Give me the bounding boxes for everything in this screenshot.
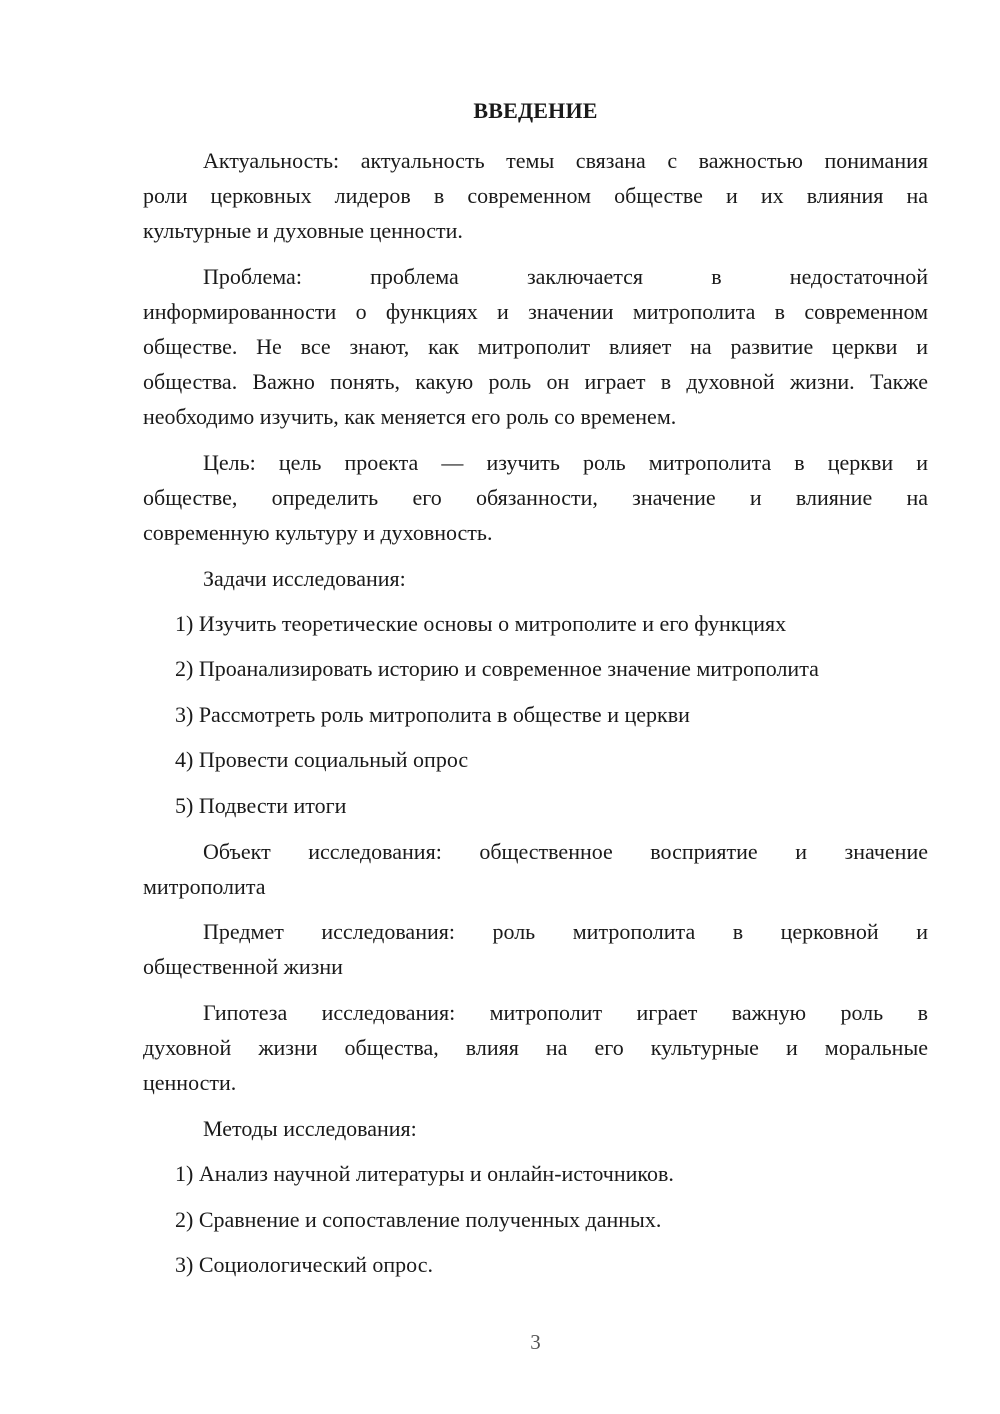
task-item-4: 4) Провести социальный опрос bbox=[175, 747, 469, 772]
page-title: ВВЕДЕНИЕ bbox=[473, 98, 598, 123]
relevance-line-2: роли церковных лидеров в современном обществе и их влияния на bbox=[143, 183, 928, 208]
subject-line-2: общественной жизни bbox=[143, 954, 343, 979]
problem-line-3: обществе. Не все знают, как митрополит влияет на развитие церкви и bbox=[143, 334, 928, 359]
object-line-1: Объект исследования: общественное восприятие и значение bbox=[203, 839, 928, 864]
methods-heading: Методы исследования: bbox=[203, 1116, 417, 1141]
subject-line-1: Предмет исследования: роль митрополита в церковной и bbox=[203, 919, 928, 944]
method-item-2: 2) Сравнение и сопоставление полученных данных. bbox=[175, 1207, 662, 1232]
goal-line-3: современную культуру и духовность. bbox=[143, 520, 493, 545]
goal-line-1: Цель: цель проекта — изучить роль митрополита в церкви и bbox=[203, 450, 928, 475]
method-item-3: 3) Социологический опрос. bbox=[175, 1252, 433, 1277]
problem-line-2: информированности о функциях и значении митрополита в современном bbox=[143, 299, 928, 324]
object-line-2: митрополита bbox=[143, 874, 266, 899]
hypothesis-line-1: Гипотеза исследования: митрополит играет важную роль в bbox=[203, 1000, 928, 1025]
relevance-line-1: Актуальность: актуальность темы связана с важностью понимания bbox=[203, 148, 928, 173]
hypothesis-line-3: ценности. bbox=[143, 1070, 237, 1095]
task-item-3: 3) Рассмотреть роль митрополита в обществе и церкви bbox=[175, 702, 690, 727]
problem-line-5: необходимо изучить, как меняется его роль со временем. bbox=[143, 404, 677, 429]
task-item-5: 5) Подвести итоги bbox=[175, 793, 347, 818]
page-number: 3 bbox=[530, 1330, 541, 1354]
problem-line-4: общества. Важно понять, какую роль он играет в духовной жизни. Также bbox=[143, 369, 928, 394]
method-item-1: 1) Анализ научной литературы и онлайн-источников. bbox=[175, 1161, 674, 1186]
hypothesis-line-2: духовной жизни общества, влияя на его культурные и моральные bbox=[143, 1035, 928, 1060]
relevance-line-3: культурные и духовные ценности. bbox=[143, 218, 463, 243]
goal-line-2: обществе, определить его обязанности, значение и влияние на bbox=[143, 485, 928, 510]
task-item-1: 1) Изучить теоретические основы о митрополите и его функциях bbox=[175, 611, 787, 636]
task-item-2: 2) Проанализировать историю и современное значение митрополита bbox=[175, 656, 819, 681]
problem-line-1: Проблема: проблема заключается в недостаточной bbox=[203, 264, 928, 289]
tasks-heading: Задачи исследования: bbox=[203, 566, 406, 591]
